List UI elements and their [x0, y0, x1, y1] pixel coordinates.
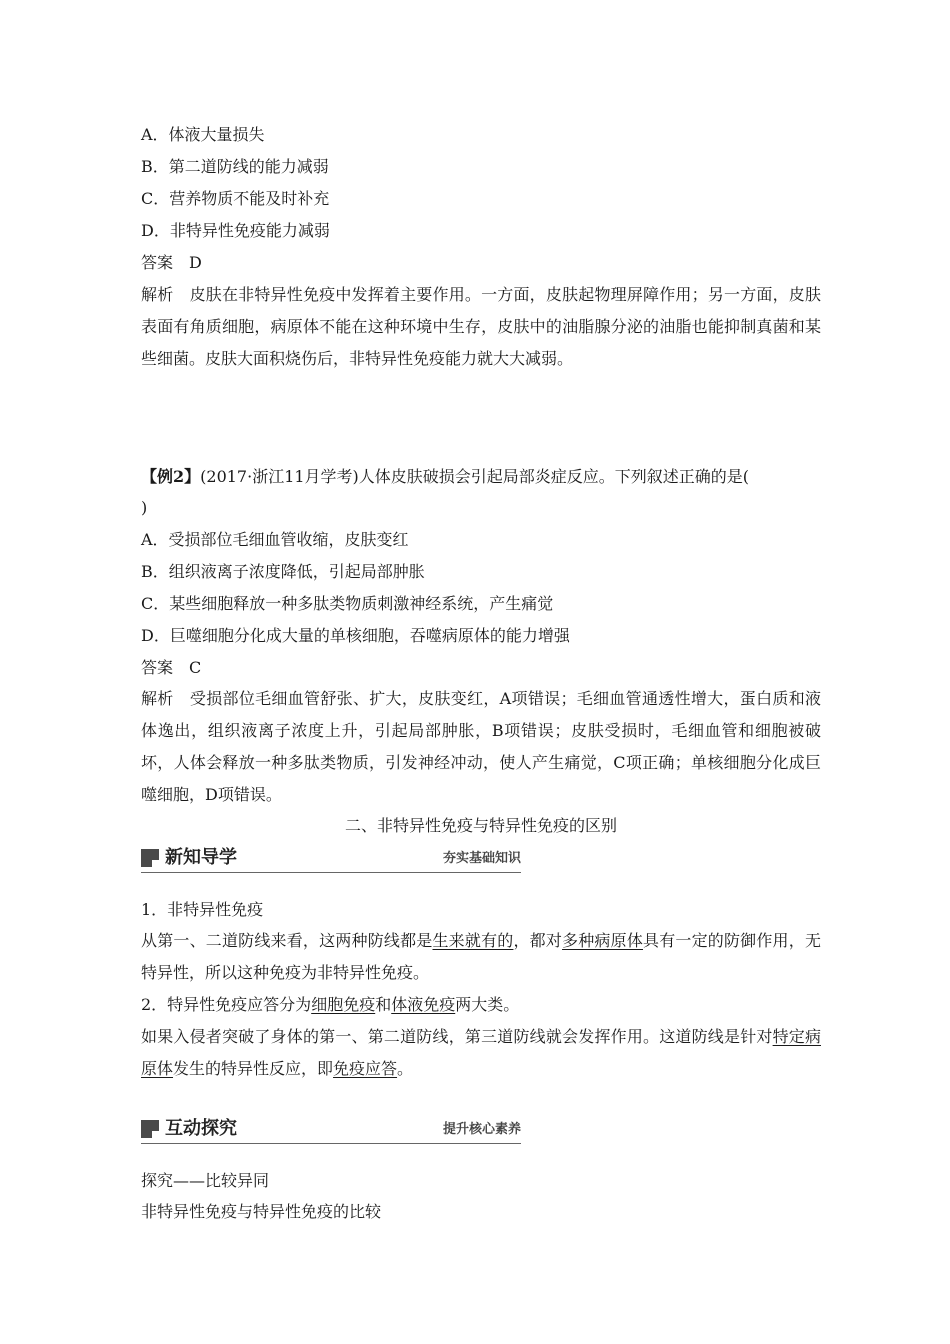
banner-subtitle: 提升核心素养	[442, 1122, 521, 1137]
q1-option-d: D．非特异性免疫能力减弱	[141, 221, 330, 240]
banner-new-knowledge	[141, 846, 521, 874]
q2-analysis: 解析 受损部位毛细血管舒张、扩大，皮肤变红，A项错误；毛细血管通透性增大，蛋白质和液体逸出，组织液离子浓度上升，引起局部肿胀，B项错误；皮肤受损时，毛细血管和细胞被破坏，人体会释放一种多肽类物质，引发神经冲动，使人产生痛觉，C项正确；单核细胞分化成巨噬细胞，D项错误。	[141, 689, 821, 804]
q2-option-b: B．组织液离子浓度降低，引起局部肿胀	[141, 562, 425, 581]
q2-answer: 答案 C	[141, 658, 202, 677]
banner-title: 互动探究	[165, 1118, 237, 1139]
q2-stem-line	[141, 467, 749, 487]
underlined-term: 免疫应答	[333, 1059, 398, 1078]
explore-subheading: 非特异性免疫与特异性免疫的比较	[141, 1202, 382, 1221]
q2-tag: 【例2】	[141, 467, 201, 486]
knowledge-item2: 2．特异性免疫应答分为细胞免疫和体液免疫两大类。	[141, 995, 520, 1014]
q1-answer: 答案 D	[141, 253, 202, 272]
square-icon	[141, 849, 159, 867]
q1-option-a: A．体液大量损失	[141, 125, 265, 144]
knowledge-item1-text: 从第一、二道防线来看，这两种防线都是生来就有的，都对多种病原体具有一定的防御作用，无特异性，所以这种免疫为非特异性免疫。	[141, 931, 821, 982]
underlined-term: 生来就有的	[432, 931, 514, 950]
banner-rule	[141, 1143, 521, 1144]
q2-option-d: D．巨噬细胞分化成大量的单核细胞，吞噬病原体的能力增强	[141, 626, 570, 645]
banner-subtitle: 夯实基础知识	[442, 851, 521, 866]
underlined-term: 细胞免疫	[311, 995, 376, 1014]
knowledge-item3: 如果入侵者突破了身体的第一、第二道防线，第三道防线就会发挥作用。这道防线是针对特定病原体发生的特异性反应，即免疫应答。	[141, 1027, 821, 1078]
banner-interactive	[141, 1117, 521, 1145]
q2-option-c: C．某些细胞释放一种多肽类物质刺激神经系统，产生痛觉	[141, 594, 554, 613]
q2-stem: (2017·浙江11月学考)人体皮肤破损会引起局部炎症反应。下列叙述正确的是(	[200, 467, 750, 486]
banner-title: 新知导学	[165, 847, 237, 868]
q1-option-b: B．第二道防线的能力减弱	[141, 157, 329, 176]
knowledge-item1-title: 1．非特异性免疫	[141, 900, 264, 919]
section-title: 二、非特异性免疫与特异性免疫的区别	[344, 816, 617, 835]
underlined-term: 体液免疫	[391, 995, 456, 1014]
q2-option-a: A．受损部位毛细血管收缩，皮肤变红	[141, 530, 409, 549]
explore-heading: 探究——比较异同	[141, 1171, 270, 1190]
square-icon	[141, 1120, 159, 1138]
q1-option-c: C．营养物质不能及时补充	[141, 189, 330, 208]
underlined-term: 特定病原体	[141, 1027, 821, 1078]
underlined-term: 多种病原体	[562, 931, 644, 950]
banner-rule	[141, 872, 521, 873]
q2-stem-end: )	[141, 498, 148, 517]
q1-analysis: 解析 皮肤在非特异性免疫中发挥着主要作用。一方面，皮肤起物理屏障作用；另一方面，皮肤表面有角质细胞，病原体不能在这种环境中生存，皮肤中的油脂腺分泌的油脂也能抑制真菌和某些细菌。皮肤大面积烧伤后，非特异性免疫能力就大大减弱。	[141, 285, 821, 368]
